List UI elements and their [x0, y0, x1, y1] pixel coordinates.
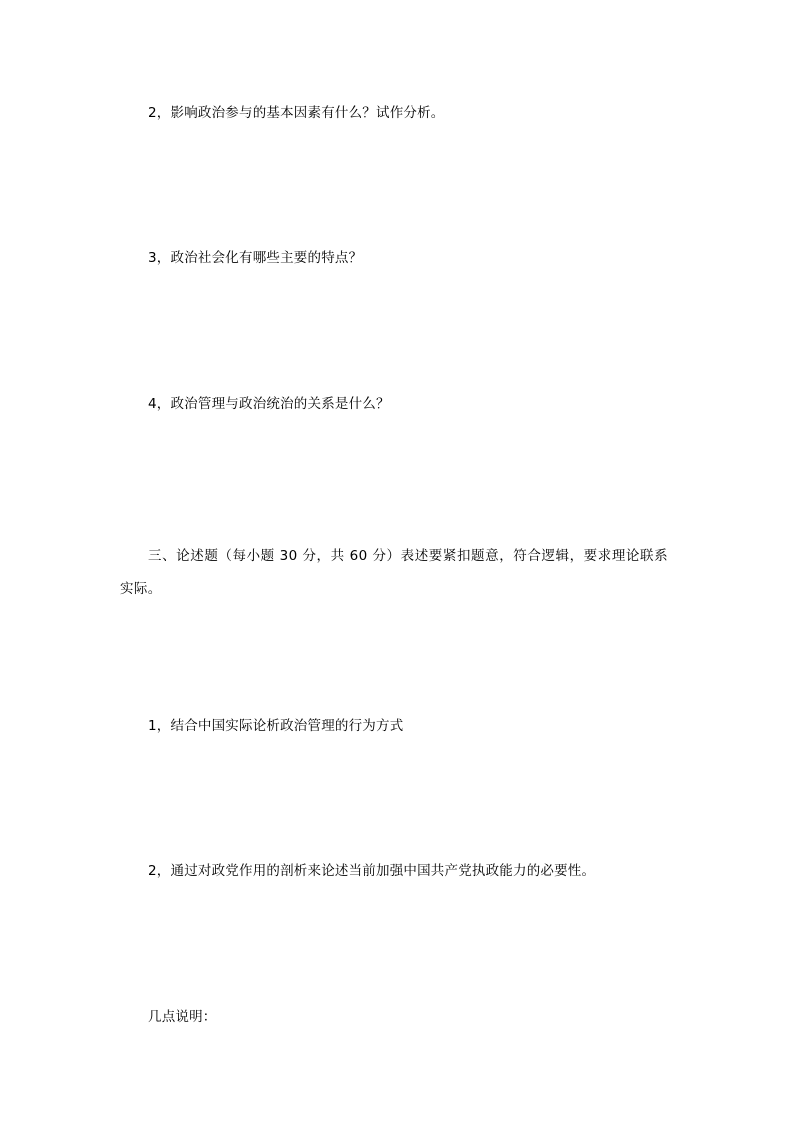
essay-question-party-governance: 2，通过对政党作用的剖析来论述当前加强中国共产党执政能力的必要性。 [148, 863, 596, 879]
question-political-participation: 2，影响政治参与的基本因素有什么？试作分析。 [148, 105, 445, 121]
section-three-heading: 三、论述题（每小题 30 分，共 60 分）表述要紧扣题意，符合逻辑，要求理论联系实际。 [120, 548, 668, 597]
question-management-vs-rule: 4，政治管理与政治统治的关系是什么？ [148, 396, 390, 412]
notes-heading: 几点说明： [148, 1009, 217, 1025]
question-political-socialization: 3，政治社会化有哪些主要的特点？ [148, 250, 363, 266]
essay-question-management-behavior: 1，结合中国实际论析政治管理的行为方式 [148, 718, 404, 734]
